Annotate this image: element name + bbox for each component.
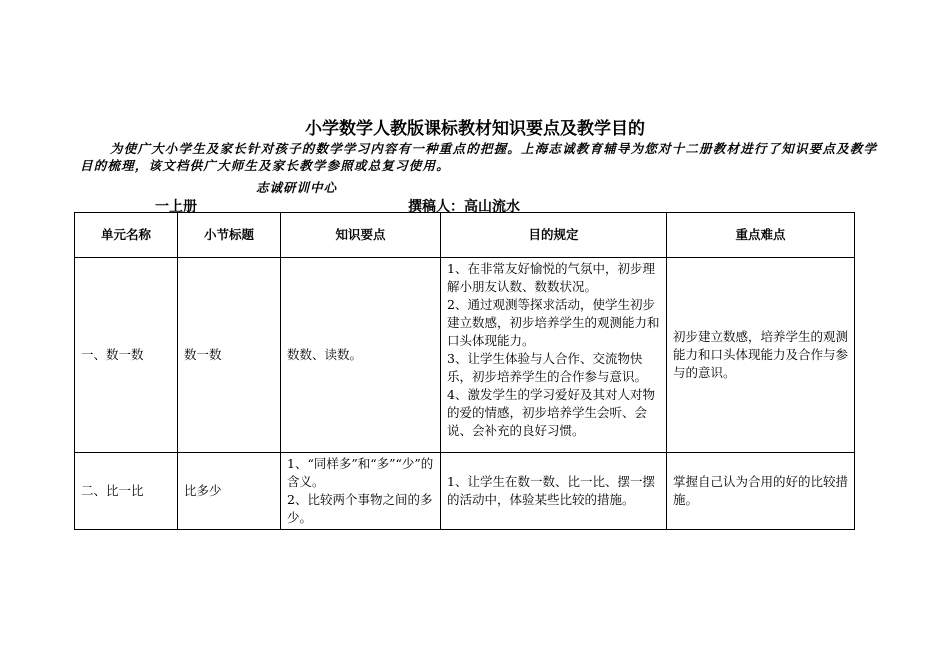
key-cell: 初步建立数感，培养学生的观测能力和口头体现能力及合作与参与的意识。 bbox=[667, 258, 855, 453]
table-row bbox=[75, 453, 855, 530]
point-item: 2、比较两个事物之间的多少。 bbox=[287, 492, 433, 525]
goal-item: 1、在非常友好愉悦的气氛中，初步理解小朋友认数、数数状况。 bbox=[447, 261, 655, 294]
table-header-row bbox=[75, 213, 855, 258]
goal-item: 4、激发学生的学习爱好及其对人对物的爱的情感，初步培养学生会听、会说、会补充的良好习惯。 bbox=[447, 387, 655, 438]
goals-cell bbox=[441, 453, 667, 530]
goal-item: 1、让学生在数一数、比一比、摆一摆的活动中，体验某些比较的措施。 bbox=[447, 474, 655, 507]
header-key: 重点难点 bbox=[667, 213, 855, 258]
section-cell: 比多少 bbox=[178, 453, 281, 530]
unit-cell: 一、数一数 bbox=[75, 258, 178, 453]
unit-cell: 二、比一比 bbox=[75, 453, 178, 530]
header-points: 知识要点 bbox=[281, 213, 441, 258]
section-cell: 数一数 bbox=[178, 258, 281, 453]
document-title: 小学数学人教版课标教材知识要点及教学目的 bbox=[305, 119, 645, 139]
key-cell: 掌握自己认为合用的好的比较措施。 bbox=[667, 453, 855, 530]
volume-label: 一上册 bbox=[155, 199, 197, 215]
author-label: 撰稿人：高山流水 bbox=[408, 199, 520, 215]
knowledge-table bbox=[74, 212, 855, 530]
goal-item: 2、通过观测等探求活动，使学生初步建立数感，初步培养学生的观测能力和口头体现能力。 bbox=[447, 297, 660, 348]
goal-item: 3、让学生体验与人合作、交流物快乐，初步培养学生的合作参与意识。 bbox=[447, 351, 648, 384]
organization-name: 志诚研训中心 bbox=[256, 180, 338, 195]
header-section: 小节标题 bbox=[178, 213, 281, 258]
point-item: 1、“同样多”和“多”“少”的含义。 bbox=[287, 456, 434, 489]
goals-cell bbox=[441, 258, 667, 453]
points-cell: 数数、读数。 bbox=[281, 258, 441, 453]
intro-paragraph: 为使广大小学生及家长针对孩子的数学学习内容有一种重点的把握。上海志诚教育辅导为您对十二册教材进行了知识要点及教学目的梳理，该文档供广大师生及家长教学参照或总复习使用。 bbox=[80, 141, 878, 173]
header-goals: 目的规定 bbox=[441, 213, 667, 258]
table-row bbox=[75, 258, 855, 453]
header-unit: 单元名称 bbox=[75, 213, 178, 258]
points-cell bbox=[281, 453, 441, 530]
